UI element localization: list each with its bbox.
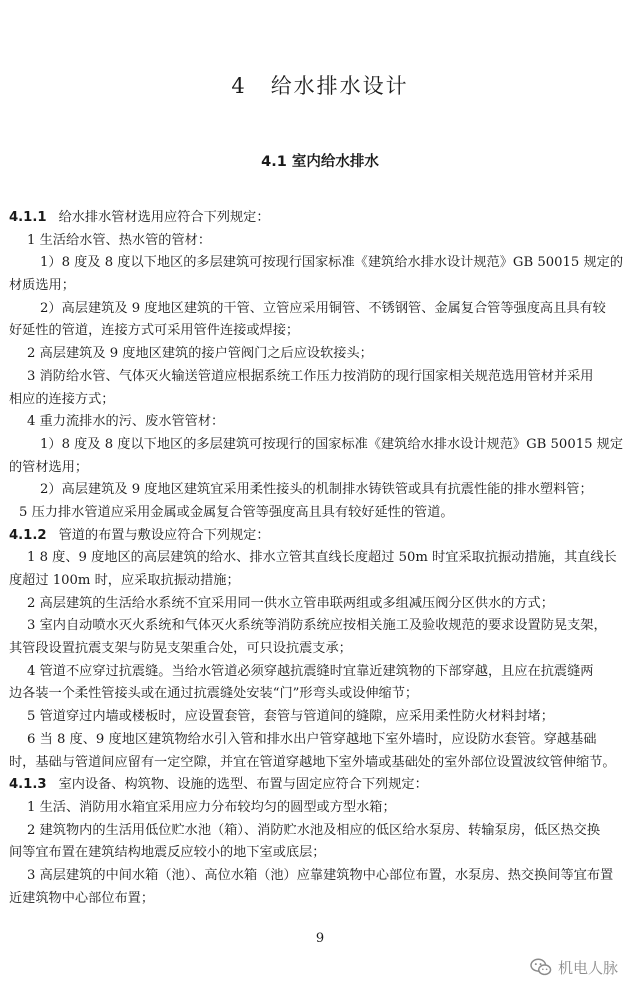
page-number: 9 — [315, 931, 325, 946]
paragraph-line: 好延性的管道，连接方式可采用管件连接或焊接； — [9, 323, 300, 339]
clause-number: 4.1.1 — [9, 210, 47, 225]
paragraph-line: 2）高层建筑及 9 度地区建筑宜采用柔性接头的机制排水铸铁管或具有抗震性能的排水塑料管； — [40, 482, 593, 498]
clause-heading — [9, 774, 631, 797]
clause-heading — [9, 525, 631, 548]
watermark-text: 机电人脉 — [558, 958, 619, 977]
paragraph-line: 3 室内自动喷水灭火系统和气体灭火系统等消防系统应按相关施工及验收规范的要求设置防晃支架， — [27, 618, 607, 634]
wechat-icon — [530, 957, 552, 977]
paragraph-line: 边各装一个柔性管接头或在通过抗震缝处安装“门”形弯头或设伸缩节； — [9, 686, 419, 702]
paragraph-line: 2 建筑物内的生活用低位贮水池（箱）、消防贮水池及相应的低区给水泵房、转输泵房，低区热交换 — [27, 822, 601, 838]
paragraph-line: 2 高层建筑及 9 度地区建筑的接户管阀门之后应设软接头； — [27, 346, 373, 362]
paragraph-line: 5 管道穿过内墙或楼板时，应设置套管，套管与管道间的缝隙，应采用柔性防火材料封堵； — [27, 709, 554, 725]
chapter-name: 给水排水设计 — [270, 74, 409, 98]
paragraph-line: 3 高层建筑的中间水箱（池）、高位水箱（池）应靠建筑物中心部位布置，水泵房、热交换间等宜布置 — [27, 867, 614, 883]
clause-text: 管道的布置与敷设应符合下列规定： — [58, 527, 270, 543]
paragraph-line: 材质选用； — [9, 278, 75, 294]
paragraph-line: 近建筑物中心部位布置； — [9, 890, 155, 906]
paragraph-line: 3 消防给水管、气体灭火输送管道应根据系统工作压力按消防的现行国家相关规范选用管材并采用 — [27, 368, 594, 384]
paragraph-line: 5 压力排水管道应采用金属或金属复合管等强度高且具有较好延性的管道。 — [19, 504, 454, 520]
section-title: 4.1 室内给水排水 — [261, 154, 379, 170]
paragraph-line: 1 生活给水管、热水管的管材： — [27, 232, 212, 248]
document-body — [9, 207, 631, 910]
clause-text: 室内设备、构筑物、设施的选型、布置与固定应符合下列规定： — [58, 777, 428, 793]
chapter-number: 4 — [231, 74, 247, 98]
clause-number: 4.1.2 — [9, 527, 47, 543]
paragraph-line: 2 高层建筑的生活给水系统不宜采用同一供水立管串联两组或多组减压阀分区供水的方式； — [27, 595, 554, 611]
paragraph-line: 的管材选用； — [9, 459, 89, 475]
paragraph-line: 时，基础与管道间应留有一定空隙，并宜在管道穿越地下室外墙或基础处的室外部位设置波纹管伸缩节。 — [9, 754, 616, 770]
paragraph-line: 间等宜布置在建筑结构地震反应较小的地下室或底层； — [9, 845, 326, 861]
paragraph-line: 1 生活、消防用水箱宜采用应力分布较均匀的圆型或方型水箱； — [27, 799, 396, 815]
paragraph-line: 2）高层建筑及 9 度地区建筑的干管、立管应采用铜管、不锈钢管、金属复合管等强度高且具有较 — [40, 300, 606, 316]
watermark — [530, 953, 634, 981]
clause-number: 4.1.3 — [9, 777, 47, 793]
paragraph-line: 6 当 8 度、9 度地区建筑物给水引入管和排水出户管穿越地下室外墙时，应设防水套管。穿越基础 — [27, 731, 597, 747]
paragraph-line: 相应的连接方式； — [9, 391, 115, 407]
paragraph-line: 1）8 度及 8 度以下地区的多层建筑可按现行国家标准《建筑给水排水设计规范》GB 50015 规定的 — [40, 255, 624, 271]
paragraph-line: 1 8 度、9 度地区的高层建筑的给水、排水立管其直线长度超过 50m 时宜采取抗振动措施，其直线长 — [27, 550, 617, 566]
clause-text: 给水排水管材选用应符合下列规定： — [58, 210, 270, 225]
paragraph-line: 1）8 度及 8 度以下地区的多层建筑可按现行的国家标准《建筑给水排水设计规范》GB 50015 规定 — [40, 436, 624, 452]
paragraph-line: 4 重力流排水的污、废水管管材： — [27, 414, 225, 430]
paragraph-line: 度超过 100m 时，应采取抗振动措施； — [9, 573, 240, 588]
paragraph-line: 4 管道不应穿过抗震缝。当给水管道必须穿越抗震缝时宜靠近建筑物的下部穿越，且应在抗震缝两 — [27, 663, 594, 679]
clause-heading — [9, 207, 631, 230]
chapter-title — [0, 70, 640, 100]
paragraph-line: 其管段设置抗震支架与防晃支架重合处，可只设抗震支承； — [9, 641, 352, 657]
